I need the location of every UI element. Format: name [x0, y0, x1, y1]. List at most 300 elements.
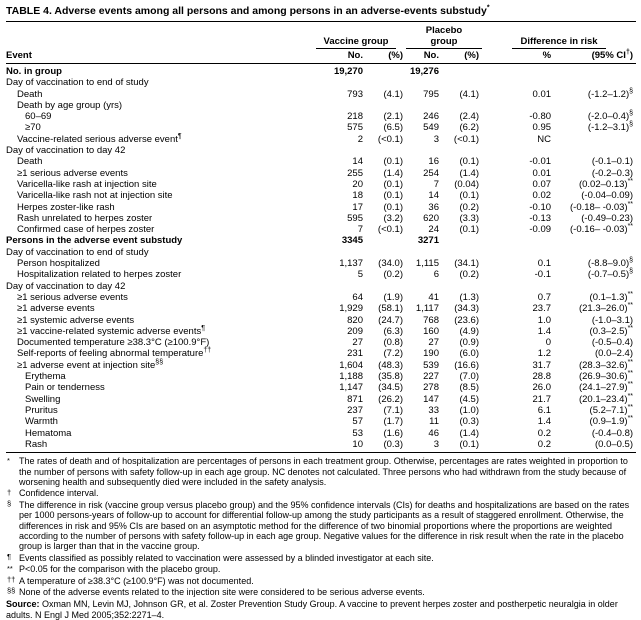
data-cell: 218: [347, 111, 363, 123]
data-cell: (1.3): [459, 291, 480, 303]
data-cell: (6.5): [383, 122, 403, 134]
footnote-reference: §: [629, 256, 634, 264]
data-cell: (1.4): [459, 167, 480, 179]
data-cell: [554, 77, 636, 88]
table-row: [6, 439, 636, 453]
footnote-reference: ††: [203, 347, 212, 355]
data-cell: (0.8): [383, 337, 403, 349]
footnote-reference: *: [486, 4, 490, 12]
footnote: [6, 488, 636, 498]
data-cell: (0.3–2.5)**: [589, 324, 634, 337]
event-cell: Warmth: [25, 416, 58, 428]
data-cell: 21.7: [532, 393, 552, 405]
data-cell: [554, 247, 636, 258]
table-row: [6, 111, 636, 122]
data-cell: (0.1): [383, 178, 403, 190]
data-cell: 27: [352, 337, 363, 349]
data-cell: (0.2): [459, 201, 480, 213]
footnote-reference: **: [627, 223, 634, 230]
data-cell: [442, 100, 482, 111]
data-cell: 595: [347, 212, 363, 224]
data-cell: 160: [423, 325, 439, 337]
event-cell: Pain or tenderness: [25, 382, 105, 394]
table-row: [6, 315, 636, 326]
data-cell: (26.9–30.6)**: [578, 369, 634, 383]
column-group-placebo: [406, 22, 482, 49]
data-cell: [366, 100, 406, 111]
event-cell: Day of vaccination to end of study: [6, 246, 149, 258]
data-cell: (0.04): [454, 178, 480, 190]
data-cell: 57: [352, 416, 363, 428]
source-text: Oxman MN, Levin MJ, Johnson GR, et al. Zoster Prevention Study Group. A vaccine to prevent herpes zoster and postherpetic neuralgia in older adults. N Engl J Med 2005;352:2271–4.: [6, 599, 618, 620]
data-cell: [406, 247, 442, 258]
group-header-row: [6, 22, 636, 49]
data-cell: 246: [423, 111, 439, 123]
data-cell: (1.9): [383, 291, 403, 303]
data-cell: 7: [433, 178, 439, 190]
data-cell: (7.2): [383, 348, 403, 360]
data-cell: 1,137: [339, 258, 363, 270]
data-cell: (6.0): [459, 348, 480, 360]
data-cell: 31.7: [532, 359, 552, 371]
footnote-reference: **: [627, 358, 634, 366]
data-cell: (20.1–23.4)**: [578, 392, 634, 405]
data-cell: 190: [423, 348, 439, 360]
table-row: [6, 77, 636, 88]
footnote-reference: **: [627, 200, 634, 208]
data-cell: (3.3): [459, 212, 480, 224]
data-cell: (-1.2–1.2)§: [587, 87, 634, 100]
data-cell: 0.7: [537, 291, 552, 303]
footnote-reference: ¶: [177, 132, 182, 140]
data-cell: (0.1–1.3)**: [589, 290, 634, 303]
data-cell: 549: [423, 122, 439, 134]
data-cell: [482, 235, 554, 246]
data-cell: (0.9–1.9)**: [589, 415, 634, 428]
event-cell: ≥1 adverse events: [17, 303, 95, 315]
data-cell: 33: [428, 404, 439, 416]
data-cell: 0.07: [532, 178, 552, 190]
table-body: [6, 64, 636, 453]
data-cell: [366, 64, 406, 78]
data-cell: (24.7): [378, 314, 403, 326]
footnote-reference: **: [627, 324, 634, 332]
table-row: [6, 235, 636, 246]
data-cell: 1.0: [537, 314, 552, 326]
data-cell: (0.1): [383, 190, 403, 202]
event-cell: Persons in the adverse event substudy: [6, 235, 183, 247]
data-cell: [306, 100, 366, 111]
data-cell: (6.3): [383, 325, 403, 337]
data-cell: 1,929: [339, 303, 363, 315]
data-cell: 41: [428, 291, 439, 303]
data-cell: (23.6): [454, 314, 480, 326]
table-row: [6, 337, 636, 348]
data-cell: (0.3): [459, 416, 480, 428]
data-cell: 1,188: [339, 371, 363, 383]
event-cell: Self-reports of feeling abnormal temperature††: [17, 347, 212, 360]
table-row: [6, 64, 636, 78]
column-header-vaccine-no: No.: [306, 49, 366, 64]
data-cell: (4.9): [459, 325, 480, 337]
data-cell: (2.1): [383, 111, 403, 123]
table-row: [6, 416, 636, 427]
footnote-reference: **: [627, 381, 634, 389]
data-cell: 820: [347, 314, 363, 326]
data-cell: [442, 77, 482, 88]
data-cell: (<0.1): [453, 133, 480, 145]
event-cell: Swelling: [25, 393, 61, 405]
data-cell: 871: [347, 393, 363, 405]
footnote-marker: ††: [7, 575, 16, 585]
table-row: [6, 213, 636, 224]
table-title-text: TABLE 4. Adverse events among all persons and among persons in an adverse-events substudy*: [6, 4, 490, 17]
data-cell: (0.1): [383, 201, 403, 213]
event-cell: Death: [17, 156, 43, 168]
data-cell: 1.2: [537, 348, 552, 360]
table-row: [6, 190, 636, 201]
table-row: [6, 145, 636, 156]
data-cell: (0.1): [459, 156, 480, 168]
footnote-reference: §: [629, 121, 634, 129]
data-cell: 0.95: [532, 122, 552, 134]
table-row: [6, 247, 636, 258]
data-cell: [554, 100, 636, 111]
data-cell: 6.1: [537, 404, 552, 416]
footnote-reference: §: [629, 110, 634, 118]
data-cell: 46: [428, 427, 439, 439]
footnote-reference: **: [627, 290, 634, 298]
data-cell: 0.2: [482, 439, 554, 453]
table-row: [6, 281, 636, 292]
footnote-reference: **: [627, 302, 634, 310]
data-cell: [482, 247, 554, 258]
footnote-text: Confidence interval.: [19, 488, 99, 499]
footnote-text: The rates of death and of hospitalization are percentages of persons in each treatment group. Otherwise, percentages are rates weighted in proportion to the number of persons with safety follow-up in each age group. NC denotes not calculated. Three persons who had withdrawn from the study because of worsening health and subsequently died were included in the safety analysis.: [19, 456, 628, 487]
footnote-marker: *: [7, 455, 10, 465]
footnote-reference: **: [627, 369, 634, 377]
data-cell: -0.01: [529, 156, 552, 168]
data-cell: 147: [423, 393, 439, 405]
table-row: [6, 326, 636, 337]
data-cell: [554, 235, 636, 246]
data-cell: 575: [347, 122, 363, 134]
data-cell: (4.5): [459, 393, 480, 405]
table-row: [6, 405, 636, 416]
data-cell: (1.7): [383, 416, 403, 428]
data-cell: (34.5): [378, 382, 403, 394]
data-cell: 1,604: [339, 359, 363, 371]
data-cell: 5: [357, 269, 363, 281]
data-cell: (-0.4–0.8): [591, 427, 634, 439]
table-row: [6, 428, 636, 439]
footnote-text: P<0.05 for the comparison with the placebo group.: [19, 564, 221, 575]
data-cell: [306, 145, 366, 156]
footnote-reference: **: [627, 177, 634, 185]
data-cell: (-1.0–3.1): [591, 314, 634, 326]
footnote-reference: **: [627, 392, 634, 400]
data-cell: (1.4): [459, 427, 480, 439]
data-cell: (-0.49–0.23): [581, 212, 634, 224]
data-cell: [554, 64, 636, 78]
data-cell: 0.01: [532, 88, 552, 100]
table-row: [6, 382, 636, 393]
event-cell: ≥1 adverse event at injection site§§: [17, 358, 164, 371]
event-cell: Pruritus: [25, 404, 58, 416]
data-cell: (-0.7–0.5)§: [587, 268, 634, 281]
data-cell: 0.1: [537, 258, 552, 270]
table-row: [6, 292, 636, 303]
footnote-text: None of the adverse events related to the injection site were considered to be serious adverse events.: [19, 586, 425, 597]
column-header-difference-pct: %: [482, 49, 554, 64]
data-cell: (0.0–0.5): [554, 439, 636, 453]
data-cell: [406, 281, 442, 292]
data-cell: 18: [352, 190, 363, 202]
column-header-vaccine-pct: (%): [366, 49, 406, 64]
event-cell: ≥1 serious adverse events: [17, 291, 128, 303]
data-cell: 16: [428, 156, 439, 168]
data-cell: (6.2): [459, 122, 480, 134]
table-row: [6, 179, 636, 190]
data-cell: (-0.5–0.4): [591, 337, 634, 349]
data-cell: 27: [428, 337, 439, 349]
table-row: [6, 134, 636, 145]
footnote: [6, 456, 636, 487]
data-cell: (0.2): [383, 269, 403, 281]
data-cell: [366, 235, 406, 246]
data-cell: (<0.1): [377, 224, 403, 236]
footnote-marker: **: [7, 563, 13, 573]
table-row: [6, 269, 636, 280]
footnote-text: A temperature of ≥38.3°C (≥100.9°F) was not documented.: [19, 575, 254, 586]
data-cell: [406, 145, 442, 156]
event-cell: Herpes zoster-like rash: [17, 201, 115, 213]
event-cell: Confirmed case of herpes zoster: [17, 224, 155, 236]
footnote-reference: †: [625, 48, 630, 56]
data-cell: (0.1): [459, 224, 480, 236]
data-cell: (7.0): [459, 371, 480, 383]
data-cell: -0.1: [534, 269, 552, 281]
data-cell: 0.02: [532, 190, 552, 202]
table-row: [6, 394, 636, 405]
data-cell: 19,276: [409, 66, 439, 77]
data-cell: 237: [347, 404, 363, 416]
data-cell: 227: [423, 371, 439, 383]
footnote-reference: §: [629, 268, 634, 276]
data-cell: (34.1): [454, 258, 480, 270]
data-cell: (<0.1): [377, 133, 403, 145]
data-cell: (0.1): [459, 190, 480, 202]
data-cell: (-0.18– -0.03)**: [570, 200, 634, 213]
data-cell: (-0.04–0.09): [581, 190, 634, 202]
data-cell: [554, 281, 636, 292]
source-line: [6, 599, 636, 620]
footnote-reference: **: [627, 403, 634, 411]
event-cell: Day of vaccination to day 42: [6, 280, 126, 292]
data-cell: (3.2): [383, 212, 403, 224]
table-row: [6, 168, 636, 179]
event-cell: Hospitalization related to herpes zoster: [17, 269, 182, 281]
data-cell: 768: [423, 314, 439, 326]
footnote: [6, 576, 636, 586]
data-cell: [306, 247, 366, 258]
data-cell: [366, 77, 406, 88]
column-header-difference-ci: (95% CI†): [554, 49, 636, 64]
data-cell: (5.2–7.1)**: [589, 403, 634, 416]
data-cell: 793: [347, 88, 363, 100]
event-cell: ≥1 serious adverse events: [17, 167, 128, 179]
event-cell: Hematoma: [25, 427, 72, 439]
data-cell: [306, 281, 366, 292]
data-cell: 1.4: [537, 416, 552, 428]
data-cell: 23.7: [532, 303, 552, 315]
data-cell: 620: [423, 212, 439, 224]
data-cell: (0.9): [459, 337, 480, 349]
footnote: [6, 564, 636, 574]
data-cell: 1,117: [415, 303, 439, 315]
data-cell: 0.2: [537, 427, 552, 439]
adverse-events-table: [6, 22, 636, 453]
data-cell: (34.3): [454, 303, 480, 315]
table-row: [6, 202, 636, 213]
data-cell: 795: [423, 88, 439, 100]
data-cell: (-0.2–0.3): [591, 167, 634, 179]
data-cell: NC: [537, 133, 552, 145]
data-cell: [482, 64, 554, 78]
data-cell: (-2.0–0.4)§: [587, 110, 634, 123]
footnote-text: The difference in risk (vaccine group versus placebo group) and the 95% confidence intervals (CIs) for deaths and hospitalizations are based on the rates per 1000 persons-years of follow-up to account for differential follow-up among the study participants as a result of staggered enrollment. Otherwise, the differences in risk and 95% CIs are based on an asymptotic method for the difference of two binomial proportions where the proportions are weighted according to the number of persons with safety follow-up in each age group. Negative values for the difference in risk result when the rate in the placebo group is larger than that in the vaccine group.: [19, 499, 630, 552]
data-cell: [482, 145, 554, 156]
event-cell: Rash: [6, 439, 306, 453]
data-cell: 64: [352, 291, 363, 303]
footnote-reference: ¶: [201, 324, 205, 332]
event-cell: 60–69: [25, 111, 52, 123]
data-cell: [442, 281, 482, 292]
difference-group-label: Difference in risk: [512, 36, 605, 49]
data-cell: [554, 134, 636, 145]
data-cell: [442, 235, 482, 246]
footnote-marker: §§: [7, 586, 16, 596]
table-row: [6, 303, 636, 314]
data-cell: 36: [428, 201, 439, 213]
event-cell: Day of vaccination to end of study: [6, 77, 149, 89]
data-cell: 17: [352, 201, 363, 213]
vaccine-group-label: Vaccine group: [316, 36, 397, 49]
data-cell: (0.0–2.4): [594, 348, 634, 360]
data-cell: [554, 145, 636, 156]
data-cell: 28.8: [532, 371, 552, 383]
data-cell: 1,115: [415, 258, 439, 270]
footnote-marker: ¶: [7, 552, 12, 562]
data-cell: (4.1): [383, 88, 403, 100]
data-cell: (4.1): [459, 88, 480, 100]
data-cell: (2.4): [459, 111, 480, 123]
table-row: [6, 89, 636, 100]
data-cell: (7.1): [383, 404, 403, 416]
footnote-reference: **: [627, 415, 634, 423]
data-cell: (35.8): [378, 371, 403, 383]
data-cell: (26.2): [378, 393, 403, 405]
data-cell: [366, 247, 406, 258]
column-header-event: [6, 22, 306, 64]
table-row: [6, 122, 636, 133]
data-cell: (21.3–26.0)**: [578, 302, 634, 315]
data-cell: 1,147: [339, 382, 363, 394]
footnote: [6, 587, 636, 597]
data-cell: [482, 77, 554, 88]
data-cell: -0.80: [529, 111, 552, 123]
footnote-text: Events classified as possibly related to vaccination were assessed by a blinded investigator at each site.: [19, 552, 434, 563]
data-cell: 14: [352, 156, 363, 168]
event-cell: ≥1 systemic adverse events: [17, 314, 135, 326]
footnote: [6, 500, 636, 552]
table-row: [6, 258, 636, 269]
data-cell: 3: [406, 439, 442, 453]
data-cell: 3: [433, 133, 439, 145]
data-cell: 7: [357, 224, 363, 236]
data-cell: 1.4: [537, 325, 552, 337]
source-label: Source:: [6, 599, 40, 610]
data-cell: [366, 145, 406, 156]
column-header-placebo-no: No.: [406, 49, 442, 64]
column-header-placebo-pct: (%): [442, 49, 482, 64]
data-cell: 24: [428, 224, 439, 236]
table-row: [6, 348, 636, 359]
event-cell: Person hospitalized: [17, 258, 100, 270]
footnote-marker: §: [7, 499, 12, 509]
data-cell: [442, 145, 482, 156]
data-cell: (1.6): [383, 427, 403, 439]
footnote-reference: §§: [155, 358, 164, 366]
data-cell: 3271: [417, 235, 439, 247]
data-cell: (0.02–0.13)**: [578, 177, 634, 190]
data-cell: [442, 247, 482, 258]
data-cell: [366, 281, 406, 292]
data-cell: -0.09: [529, 224, 552, 236]
data-cell: (1.0): [459, 404, 480, 416]
data-cell: (34.0): [378, 258, 403, 270]
event-cell: Death by age group (yrs): [17, 99, 123, 111]
data-cell: 209: [347, 325, 363, 337]
footnotes: [6, 456, 636, 597]
data-cell: 255: [347, 167, 363, 179]
placebo-group-label: Placebo group: [406, 25, 482, 49]
data-cell: (0.2): [459, 269, 480, 281]
event-header-label: Event: [6, 50, 32, 61]
data-cell: (0.1): [383, 156, 403, 168]
data-cell: (24.1–27.9)**: [578, 381, 634, 394]
data-cell: -0.10: [529, 201, 552, 213]
data-cell: (28.3–32.6)**: [578, 358, 634, 371]
event-cell: Vaccine-related serious adverse event¶: [17, 132, 182, 145]
data-cell: 278: [423, 382, 439, 394]
column-group-vaccine: [306, 22, 406, 49]
data-cell: 20: [352, 178, 363, 190]
data-cell: [482, 281, 554, 292]
data-cell: (0.3): [366, 439, 406, 453]
data-cell: (0.1): [442, 439, 482, 453]
data-cell: 26.0: [532, 382, 552, 394]
data-cell: 6: [433, 269, 439, 281]
data-cell: -0.13: [529, 212, 552, 224]
data-cell: 10: [306, 439, 366, 453]
event-cell: Death: [17, 88, 43, 100]
data-cell: [482, 100, 554, 111]
table-row: [6, 156, 636, 167]
event-cell: Rash unrelated to herpes zoster: [17, 212, 153, 224]
data-cell: 254: [423, 167, 439, 179]
event-cell: Day of vaccination to day 42: [6, 145, 126, 157]
